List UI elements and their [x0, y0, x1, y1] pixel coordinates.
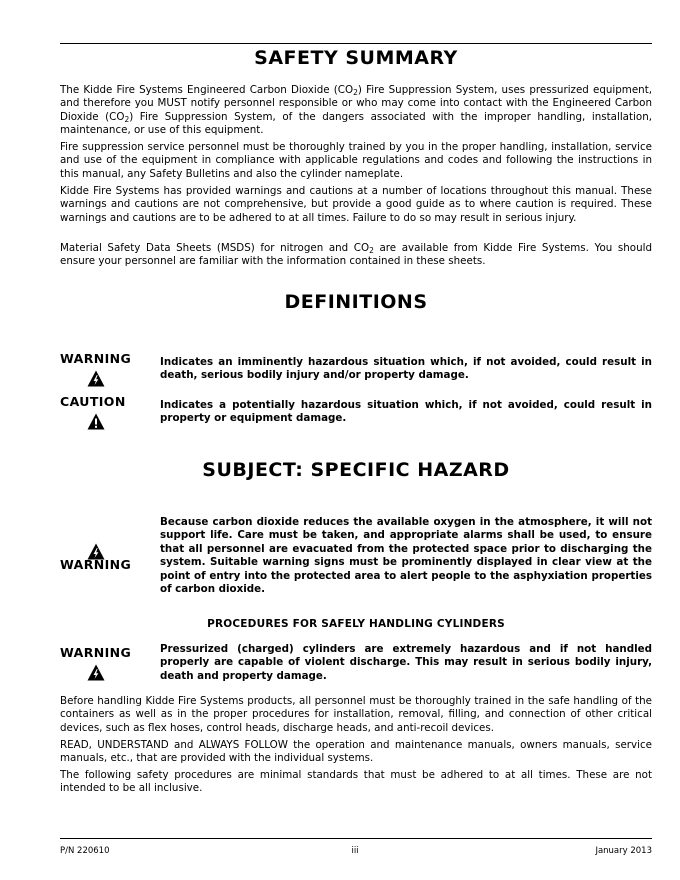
hazard-warning-text: Because carbon dioxide reduces the available oxygen in the atmosphere, it will not support life. Care must be taken, and appropriate alarms shall be used, to ensure that all personnel are evacuated from the protected space prior to discharging the system. Suitable warning signs must be prominently displayed in clear view at the point of entry into the protected area to alert people to the asphyxiation properties of carbon dioxide.: [160, 516, 652, 596]
page-title: SAFETY SUMMARY: [254, 47, 458, 69]
intro-paragraph-1: The Kidde Fire Systems Engineered Carbon Dioxide $(CO_2)$ Fire Suppression System, uses pressurized equipment, and therefore you MUST notify personnel responsible or who may come into contact with the Engineered Carbon Dioxide $(CO_2)$ Fire Suppression System, of the dangers associated with the improper handling, installation, maintenance, or use of this equipment.: [60, 84, 653, 137]
footer-page-number: iii: [351, 846, 359, 856]
procedures-paragraph-3: The following safety procedures are minimal standards that must be adhered to at all times. These are not intended to be all inclusive.: [60, 769, 652, 795]
procedures-subheading: PROCEDURES FOR SAFELY HANDLING CYLINDERS: [207, 618, 505, 630]
top-rule: [60, 43, 652, 44]
footer-rule: [60, 838, 652, 839]
exclamation-triangle-icon: [87, 413, 105, 430]
procedures-warning-label: WARNING: [60, 645, 132, 660]
procedures-warning-text: Pressurized (charged) cylinders are extremely hazardous and if not handled properly are capable of violent discharge. This may result in serious bodily injury, death and property damage.: [160, 643, 652, 682]
footer-date: January 2013: [595, 846, 652, 856]
hazard-warning-label: WARNING: [60, 557, 132, 572]
procedures-paragraph-1: Before handling Kidde Fire Systems products, all personnel must be thoroughly trained in the safe handling of the containers as well as in the proper procedures for installation, removal, filling, and connection of other critical devices, such as flex hoses, control heads, discharge heads, and anti-recoil devices.: [60, 695, 652, 734]
definition-warning-text: Indicates an imminently hazardous situation which, if not avoided, could result in death, serious bodily injury and/or property damage.: [160, 356, 652, 382]
electric-hazard-triangle-icon: [87, 664, 105, 681]
electric-hazard-triangle-icon: [87, 370, 105, 387]
definition-caution-label: CAUTION: [60, 394, 126, 409]
intro-paragraph-4: Material Safety Data Sheets (MSDS) for nitrogen and $CO_2$ are available from Kidde Fire Systems. You should ensure your personnel are familiar with the information contained in these sheets.: [60, 242, 652, 268]
specific-hazard-heading: SUBJECT: SPECIFIC HAZARD: [202, 459, 510, 481]
intro-paragraph-2: Fire suppression service personnel must be thoroughly trained by you in the proper handling, installation, service and use of the equipment in compliance with applicable regulations and codes and following the instructions in this manual, any Safety Bulletins and also the cylinder nameplate.: [60, 141, 652, 180]
definition-caution-text: Indicates a potentially hazardous situation which, if not avoided, could result in property or equipment damage.: [160, 399, 652, 425]
footer-part-number: P/N 220610: [60, 846, 110, 856]
definition-warning-label: WARNING: [60, 351, 132, 366]
intro-paragraph-3: Kidde Fire Systems has provided warnings and cautions at a number of locations throughout this manual. These warnings and cautions are not comprehensive, but provide a good guide as to where caution is required. These warnings and cautions are to be adhered to at all times. Failure to do so may result in serious injury.: [60, 185, 652, 224]
definitions-heading: DEFINITIONS: [284, 291, 428, 313]
procedures-paragraph-2: READ, UNDERSTAND and ALWAYS FOLLOW the operation and maintenance manuals, owners manuals, service manuals, etc., that are provided with the individual systems.: [60, 739, 652, 765]
